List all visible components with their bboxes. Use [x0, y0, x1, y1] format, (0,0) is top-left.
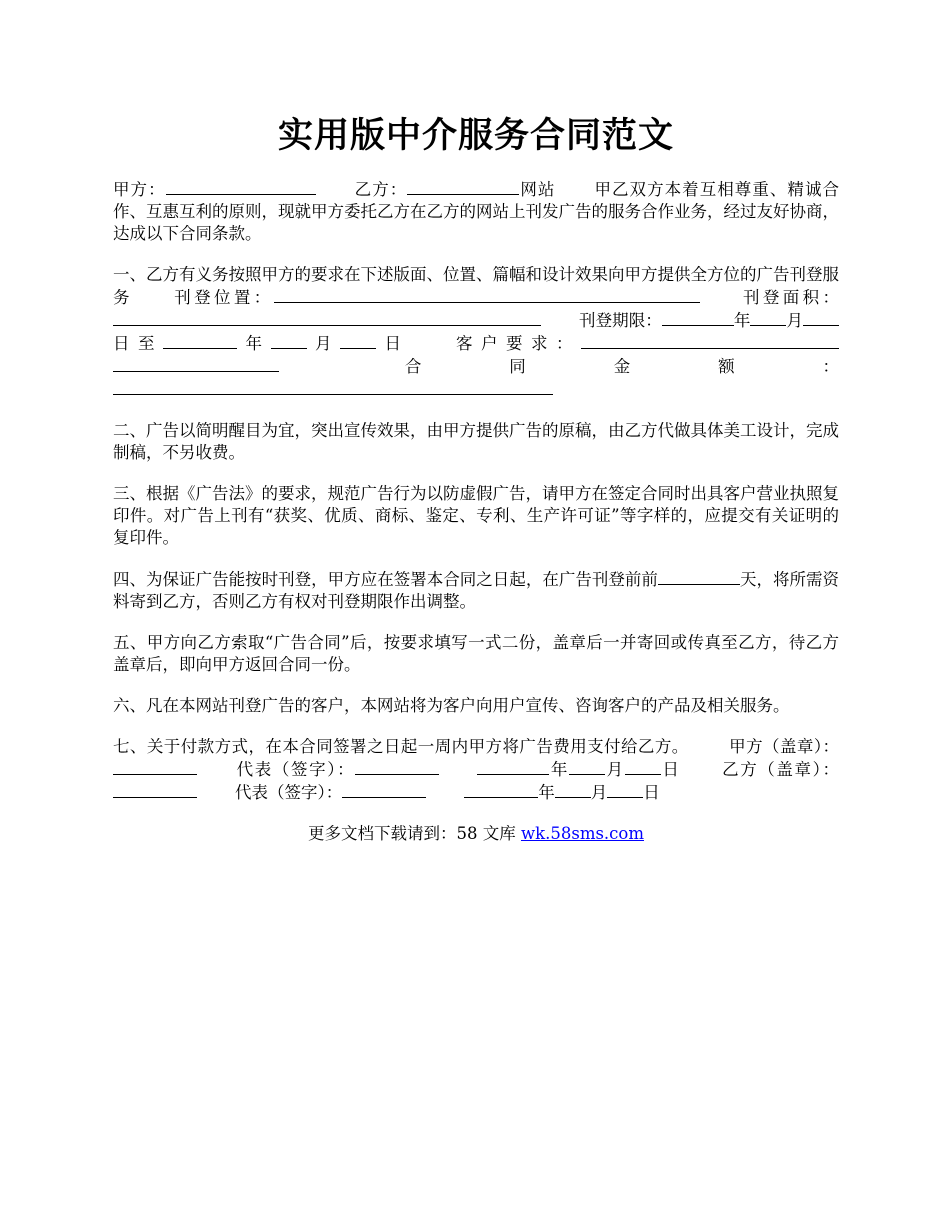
period-month-blank	[750, 309, 786, 326]
party-a-month-blank	[569, 758, 605, 775]
party-a-year: 年	[549, 760, 569, 779]
party-b-rep-blank	[342, 781, 426, 798]
party-a-seal-label: 甲方（盖章）：	[728, 737, 840, 756]
intro-text: 甲乙双方本着互相尊重、精诚合作、互惠互利的原则，现就甲方委托乙方在乙方的网站上刊发广告的服务合作业务，经过友好协商，达成以下合同条款。	[113, 180, 840, 243]
party-b-label: 乙方：	[353, 180, 408, 199]
clause-1-text: 一、乙方有义务按照甲方的要求在下述版面、位置、篇幅和设计效果向甲方提供全方位的广告刊登服务	[113, 265, 839, 307]
party-a-year-blank	[477, 758, 549, 775]
clause-5: 五、甲方向乙方索取“广告合同”后，按要求填写一式二份，盖章后一并寄回或传真至乙方，待乙方盖章后，即向甲方返回合同一份。	[113, 633, 839, 674]
days-blank	[658, 568, 740, 585]
clause-3: 三、根据《广告法》的要求，规范广告行为以防虚假广告，请甲方在签定合同时出具客户营业执照复印件。对广告上刊有“获奖、优质、商标、鉴定、专利、生产许可证”等字样的，应提交有关证明的复印件。	[113, 484, 839, 547]
clause-7-text: 七、关于付款方式，在本合同签署之日起一周内甲方将广告费用支付给乙方。	[113, 737, 689, 756]
party-b-seal-label: 乙方（盖章）：	[720, 760, 840, 779]
clause-4-text-after: 天，将所需资料寄到乙方，否则乙方有权对刊登期限作出调整。	[113, 570, 840, 611]
period-end-year: 年	[237, 334, 271, 353]
party-b-year: 年	[538, 783, 555, 802]
party-b-month: 月	[590, 783, 608, 802]
amount-label: 合同金额：	[317, 357, 839, 376]
position-label: 刊登位置：	[170, 288, 274, 307]
period-label: 刊登期限：	[579, 311, 662, 330]
party-b-seal-blank	[113, 781, 197, 798]
amount-blank	[113, 378, 553, 395]
requirement-blank-cont	[113, 355, 279, 372]
intro-paragraph	[113, 178, 839, 245]
period-end-month-blank	[271, 332, 307, 349]
period-end-month: 月	[306, 334, 340, 353]
party-a-label: 甲方：	[113, 180, 166, 199]
footer-link[interactable]: wk.58sms.com	[520, 824, 644, 843]
area-label: 刊登面积：	[739, 288, 839, 307]
website-label: 网站	[519, 180, 556, 199]
party-b-rep-label: 代表（签字）：	[235, 783, 343, 802]
document-title: 实用版中介服务合同范文	[277, 115, 674, 156]
period-day-blank	[803, 309, 839, 326]
party-b-day: 日	[643, 783, 660, 802]
clause-7	[113, 736, 839, 804]
requirement-blank	[581, 332, 839, 349]
clause-4	[113, 568, 839, 613]
party-b-year-blank	[464, 781, 538, 798]
period-end-year-blank	[163, 332, 237, 349]
period-day-to: 日至	[113, 334, 163, 353]
document-page	[113, 112, 839, 845]
clause-6: 六、凡在本网站刊登广告的客户，本网站将为客户向用户宣传、咨询客户的产品及相关服务。	[113, 696, 790, 715]
party-a-rep-blank	[355, 758, 439, 775]
party-b-month-blank	[555, 781, 591, 798]
requirement-label: 客户要求：	[447, 334, 581, 353]
position-blank	[274, 286, 700, 303]
party-a-rep-label: 代表（签字）：	[235, 760, 356, 779]
party-a-day: 日	[660, 760, 681, 779]
period-year: 年	[733, 311, 751, 330]
footer	[113, 823, 839, 845]
area-blank	[113, 309, 541, 326]
party-a-blank	[166, 178, 316, 195]
clause-1	[113, 264, 839, 401]
party-b-blank	[407, 178, 519, 195]
party-a-day-blank	[625, 758, 661, 775]
party-a-month: 月	[604, 760, 625, 779]
clause-2: 二、广告以简明醒目为宜，突出宣传效果，由甲方提供广告的原稿，由乙方代做具体美工设计，完成制稿，不另收费。	[113, 421, 839, 462]
party-a-seal-blank	[113, 758, 197, 775]
period-month: 月	[786, 311, 804, 330]
period-end-day: 日	[376, 334, 410, 353]
footer-text: 更多文档下载请到：58 文库	[307, 824, 521, 843]
period-end-day-blank	[340, 332, 376, 349]
clause-4-text-before: 四、为保证广告能按时刊登，甲方应在签署本合同之日起，在广告刊登前前	[113, 570, 658, 589]
party-b-day-blank	[607, 781, 643, 798]
period-year-blank	[662, 309, 734, 326]
